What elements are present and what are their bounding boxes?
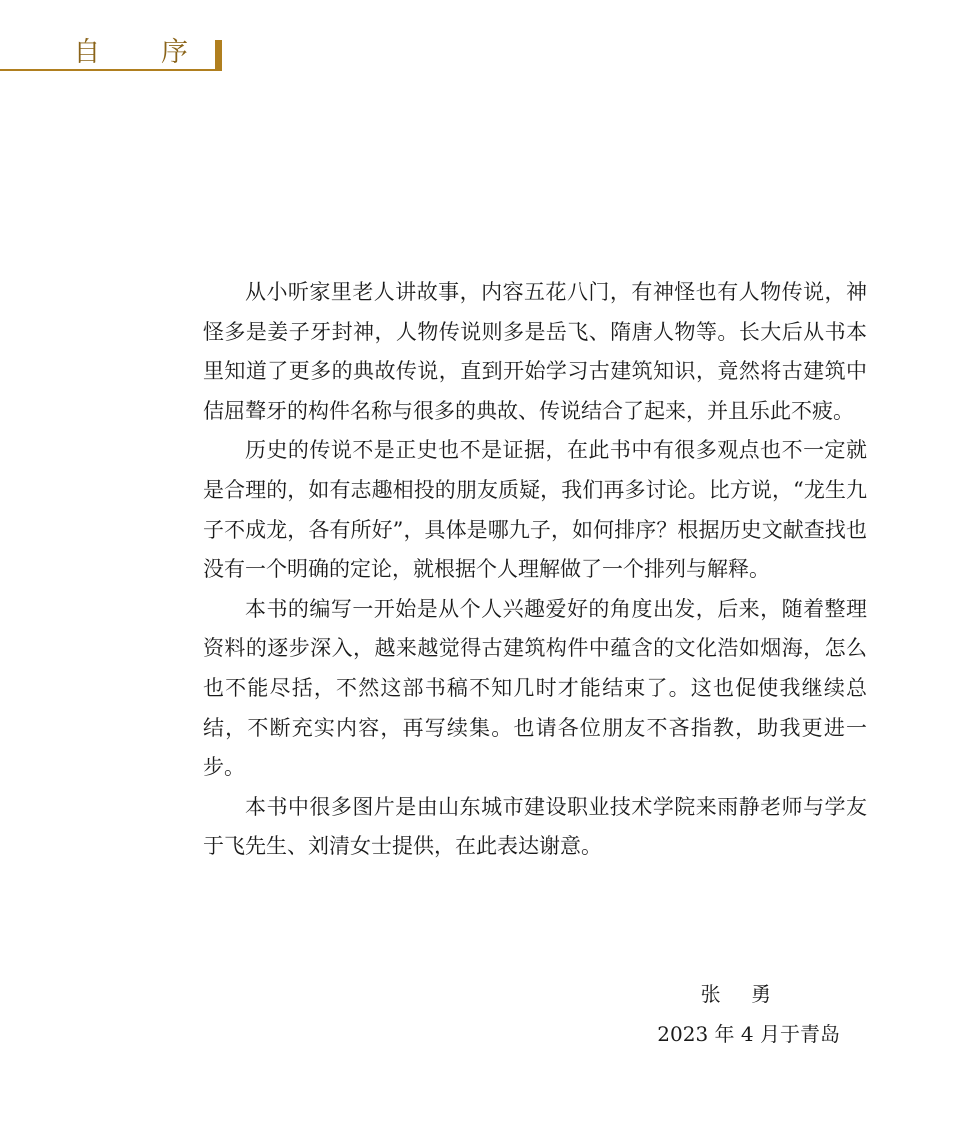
author-name: 张 勇 [700,982,783,1006]
chapter-header [0,0,230,80]
signature-date-place: 2023 年 4 月于青岛 [657,1022,840,1046]
paragraph-3: 本书的编写一开始是从个人兴趣爱好的角度出发，后来，随着整理资料的逐步深入，越来越觉得古建筑构件中蕴含的文化浩如烟海，怎么也不能尽括，不然这部书稿不知几时才能结束了。这也促使我继续总结，不断充实内容，再写续集。也请各位朋友不吝指教，助我更进一步。 [203,596,867,780]
chapter-title: 自 序 [73,37,214,68]
paragraph-1: 从小听家里老人讲故事，内容五花八门，有神怪也有人物传说，神怪多是姜子牙封神，人物传说则多是岳飞、隋唐人物等。长大后从书本里知道了更多的典故传说，直到开始学习古建筑知识，竟然将古建筑中佶屈聱牙的构件名称与很多的典故、传说结合了起来，并且乐此不疲。 [203,280,867,423]
signature-block [600,976,840,1052]
title-underline-rule [0,69,222,71]
paragraph-2: 历史的传说不是正史也不是证据，在此书中有很多观点也不一定就是合理的，如有志趣相投的朋友质疑，我们再多讨论。比方说，“龙生九子不成龙，各有所好”，具体是哪九子，如何排序？根据历史文献查找也没有一个明确的定论，就根据个人理解做了一个排列与解释。 [203,438,867,582]
paragraph-4: 本书中很多图片是由山东城市建设职业技术学院来雨静老师与学友于飞先生、刘清女士提供，在此表达谢意。 [203,794,867,859]
preface-body [203,273,867,867]
title-accent-bar [215,40,222,71]
